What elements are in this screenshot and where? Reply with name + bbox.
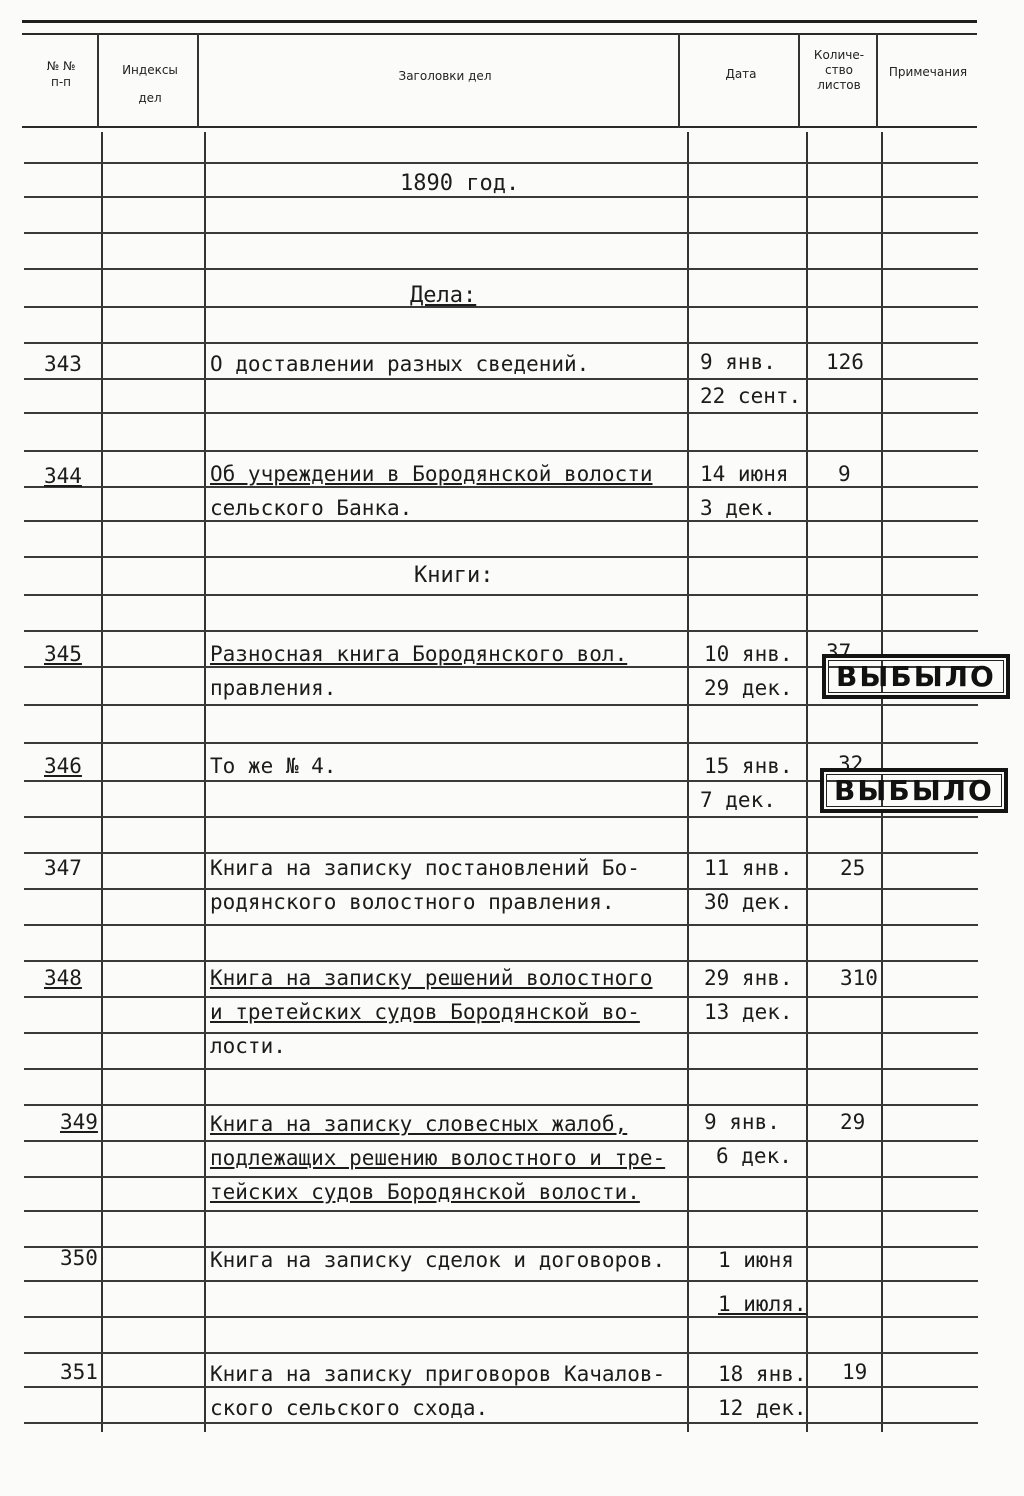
row-date-end: 22 сент. [700,384,802,408]
row-number: 350 [60,1246,98,1270]
row-date-end: 7 дек. [700,788,776,812]
header-notes: Примечания [888,65,968,79]
ruled-line [24,1352,978,1354]
ruled-line [24,520,978,522]
column-divider [678,33,680,128]
header-top-rule [22,33,977,35]
ruled-line [24,704,978,706]
row-sheet-count: 25 [840,856,866,880]
row-sheet-count: 19 [842,1360,868,1384]
header-title: Заголовки дел [398,69,492,83]
row-date-end: 1 июля. [718,1292,807,1316]
ruled-line [24,556,978,558]
row-date-end: 12 дек. [718,1396,807,1420]
ruled-line [24,742,978,744]
withdrawn-stamp: ВЫБЫЛО [820,768,1008,813]
column-divider [101,132,103,1432]
row-date-start: 14 июня [700,462,789,486]
books-heading: Книги: [414,563,494,588]
row-date-end: 6 дек. [716,1144,792,1168]
column-divider [197,33,199,128]
row-title-line: Книга на записку сделок и договоров. [210,1248,666,1272]
row-title-line: Книга на записку постановлений Бо- [210,856,640,880]
cases-heading: Дела: [410,283,477,308]
ruled-line [24,162,978,164]
ruled-line [24,1032,978,1034]
row-date-start: 1 июня [718,1248,794,1272]
row-date-start: 15 янв. [704,754,793,778]
column-divider [687,132,689,1432]
withdrawn-stamp: ВЫБЫЛО [822,654,1010,699]
ruled-line [24,1068,978,1070]
header-index: Индексы дел [122,63,178,105]
column-divider [806,132,808,1432]
ruled-line [24,1140,978,1142]
top-rule [22,20,977,23]
ruled-line [24,1422,978,1424]
row-title-line: лости. [210,1034,286,1058]
row-date-end: 13 дек. [704,1000,793,1024]
row-title-line: ского сельского схода. [210,1396,489,1420]
ruled-line [24,412,978,414]
row-date-end: 3 дек. [700,496,776,520]
ruled-line [24,1104,978,1106]
row-number: 345 [44,642,82,666]
row-title-line: подлежащих решению волостного и тре- [210,1146,666,1170]
ruled-line [24,450,978,452]
row-sheet-count: 9 [838,462,851,486]
header-date: Дата [725,67,757,81]
row-title-line: Книга на записку приговоров Качалов- [210,1362,666,1386]
row-title-line: правления. [210,676,337,700]
header-sheet-count: Количе- ство листов [813,48,865,92]
row-number: 348 [44,966,82,990]
row-date-start: 10 янв. [704,642,793,666]
row-number: 344 [44,464,82,488]
row-date-start: 18 янв. [718,1362,807,1386]
column-divider [798,33,800,128]
row-title-line: Книга на записку решений волостного [210,966,653,990]
ruled-line [24,1176,978,1178]
row-title-line: Книга на записку словесных жалоб, [210,1112,628,1136]
ruled-line [24,1210,978,1212]
ruled-line [24,342,978,344]
ruled-line [24,960,978,962]
ruled-line [24,630,978,632]
ruled-line [24,268,978,270]
year-heading: 1890 год. [400,171,520,196]
row-number: 351 [60,1360,98,1384]
row-date-start: 11 янв. [704,856,793,880]
row-date-end: 30 дек. [704,890,793,914]
row-title-line: То же № 4. [210,754,337,778]
row-title-line: и третейских судов Бородянской во- [210,1000,640,1024]
ruled-line [24,594,978,596]
column-divider [204,132,206,1432]
ruled-line [24,486,978,488]
ruled-line [24,816,978,818]
row-title-line: родянского волостного правления. [210,890,615,914]
ruled-line [24,1386,978,1388]
row-date-start: 9 янв. [704,1110,780,1134]
header-number: № № п-п [46,59,76,89]
row-sheet-count: 32 [838,752,864,776]
row-title-line: О доставлении разных сведений. [210,352,590,376]
row-date-start: 29 янв. [704,966,793,990]
column-divider [97,33,99,128]
ruled-line [24,996,978,998]
ruled-line [24,306,978,308]
ruled-line [24,378,978,380]
row-title-line: сельского Банка. [210,496,413,520]
row-title-line: тейских судов Бородянской волости. [210,1180,640,1204]
row-number: 343 [44,352,82,376]
row-sheet-count: 29 [840,1110,866,1134]
ruled-line [24,1316,978,1318]
row-number: 349 [60,1110,98,1134]
ruled-line [24,1280,978,1282]
column-divider [876,33,878,128]
row-sheet-count: 126 [826,350,864,374]
ruled-line [24,232,978,234]
ruled-line [24,852,978,854]
row-sheet-count: 310 [840,966,878,990]
ruled-line [24,924,978,926]
row-number: 346 [44,754,82,778]
row-sheet-count: 37 [826,640,852,664]
row-title-line: Об учреждении в Бородянской волости [210,462,653,486]
row-title-line: Разносная книга Бородянского вол. [210,642,628,666]
header-bottom-rule [22,126,977,128]
row-date-end: 29 дек. [704,676,793,700]
row-date-start: 9 янв. [700,350,776,374]
row-number: 347 [44,856,82,880]
ruled-line [24,196,978,198]
